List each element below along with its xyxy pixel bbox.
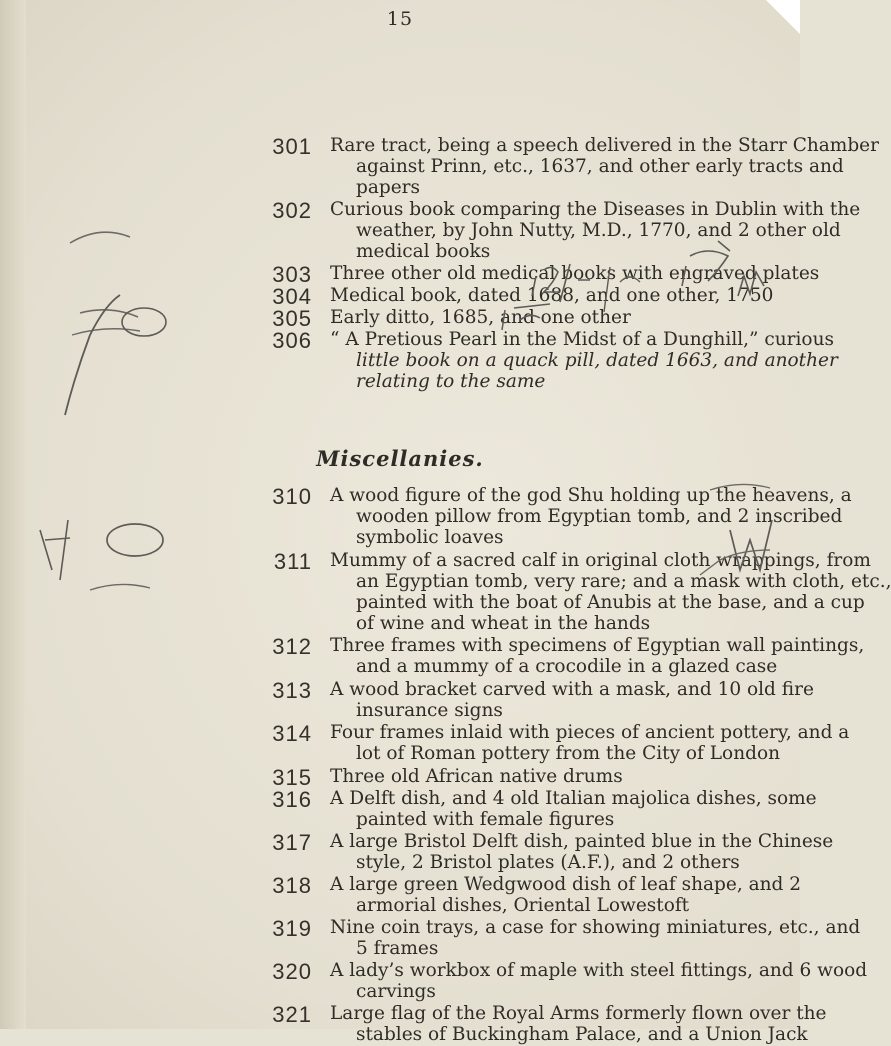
- lot-text: Three old African native drums: [330, 766, 623, 787]
- lot-number: 305: [272, 306, 312, 331]
- lot-text: Curious book comparing the Diseases in Dublin with the: [330, 199, 861, 220]
- lot-number: 302: [272, 198, 312, 223]
- pencil-marks-left-mid-icon: [30, 510, 180, 600]
- lot-text: “ A Pretious Pearl in the Midst of a Dunghill,” curious: [330, 329, 834, 350]
- lot-text: Four frames inlaid with pieces of ancient pottery, and a: [330, 722, 850, 743]
- lot-text: papers: [356, 177, 421, 198]
- lot-text: Three other old medical books with engraved plates: [330, 263, 820, 284]
- lot-text: Medical book, dated 1688, and one other, 1750: [330, 285, 774, 306]
- pencil-marks-left-top-icon: [60, 185, 170, 425]
- lot-text: painted with female figures: [356, 809, 615, 830]
- lot-text: A Delft dish, and 4 old Italian majolica dishes, some: [330, 788, 817, 809]
- lot-number: 310: [272, 484, 312, 509]
- lot-number: 320: [272, 959, 312, 984]
- lot-text: of wine and wheat in the hands: [356, 613, 651, 634]
- lot-text: Large flag of the Royal Arms formerly flown over the: [330, 1003, 827, 1024]
- lot-number: 318: [272, 873, 312, 898]
- lot-text: style, 2 Bristol plates (A.F.), and 2 others: [356, 852, 740, 873]
- lot-text: relating to the same: [356, 371, 546, 392]
- lot-text: A lady’s workbox of maple with steel fittings, and 6 wood: [330, 960, 868, 981]
- lot-text: and a mummy of a crocodile in a glazed case: [356, 656, 778, 677]
- lot-text: A large green Wedgwood dish of leaf shape, and 2: [330, 874, 802, 895]
- lot-text: weather, by John Nutty, M.D., 1770, and 2 other old: [356, 220, 841, 241]
- page-number: 15: [386, 8, 414, 30]
- lot-number: 319: [272, 916, 312, 941]
- lot-text: Early ditto, 1685, and one other: [330, 307, 631, 328]
- lot-text: Nine coin trays, a case for showing miniatures, etc., and: [330, 917, 861, 938]
- lot-text: little book on a quack pill, dated 1663, and another: [356, 350, 838, 371]
- lot-number: 304: [272, 284, 312, 309]
- lot-number: 314: [272, 721, 312, 746]
- lot-text: an Egyptian tomb, very rare; and a mask with cloth, etc.,: [356, 571, 891, 592]
- lot-text: armorial dishes, Oriental Lowestoft: [356, 895, 690, 916]
- lot-number: 306: [272, 328, 312, 353]
- lot-text: lot of Roman pottery from the City of London: [356, 743, 781, 764]
- lot-number: 312: [272, 634, 312, 659]
- lot-text: stables of Buckingham Palace, and a Union Jack: [356, 1024, 808, 1045]
- lot-number: 311: [273, 549, 312, 574]
- lot-text: A wood bracket carved with a mask, and 10 old fire: [330, 679, 814, 700]
- lot-text: wooden pillow from Egyptian tomb, and 2 inscribed: [356, 506, 843, 527]
- lot-text: Three frames with specimens of Egyptian wall paintings,: [330, 635, 865, 656]
- lot-number: 313: [272, 678, 312, 703]
- lot-number: 315: [272, 765, 312, 790]
- lot-text: Rare tract, being a speech delivered in the Starr Chamber: [330, 135, 879, 156]
- lot-text: medical books: [356, 241, 491, 262]
- page-edge-shadow: [0, 0, 26, 1029]
- lot-number: 316: [272, 787, 312, 812]
- lot-text: painted with the boat of Anubis at the base, and a cup: [356, 592, 865, 613]
- lot-number: 317: [272, 830, 312, 855]
- lot-number: 301: [272, 134, 312, 159]
- section-heading: Miscellanies.: [316, 446, 484, 471]
- lot-text: A wood figure of the god Shu holding up the heavens, a: [330, 485, 852, 506]
- lot-text: symbolic loaves: [356, 527, 504, 548]
- lot-text: carvings: [356, 981, 436, 1002]
- lot-number: 303: [272, 262, 312, 287]
- lot-text: insurance signs: [356, 700, 503, 721]
- lot-text: 5 frames: [356, 938, 439, 959]
- lot-text: against Prinn, etc., 1637, and other early tracts and: [356, 156, 844, 177]
- lot-text: A large Bristol Delft dish, painted blue in the Chinese: [330, 831, 834, 852]
- lot-text: Mummy of a sacred calf in original cloth wrappings, from: [330, 550, 871, 571]
- lot-number: 321: [272, 1002, 312, 1027]
